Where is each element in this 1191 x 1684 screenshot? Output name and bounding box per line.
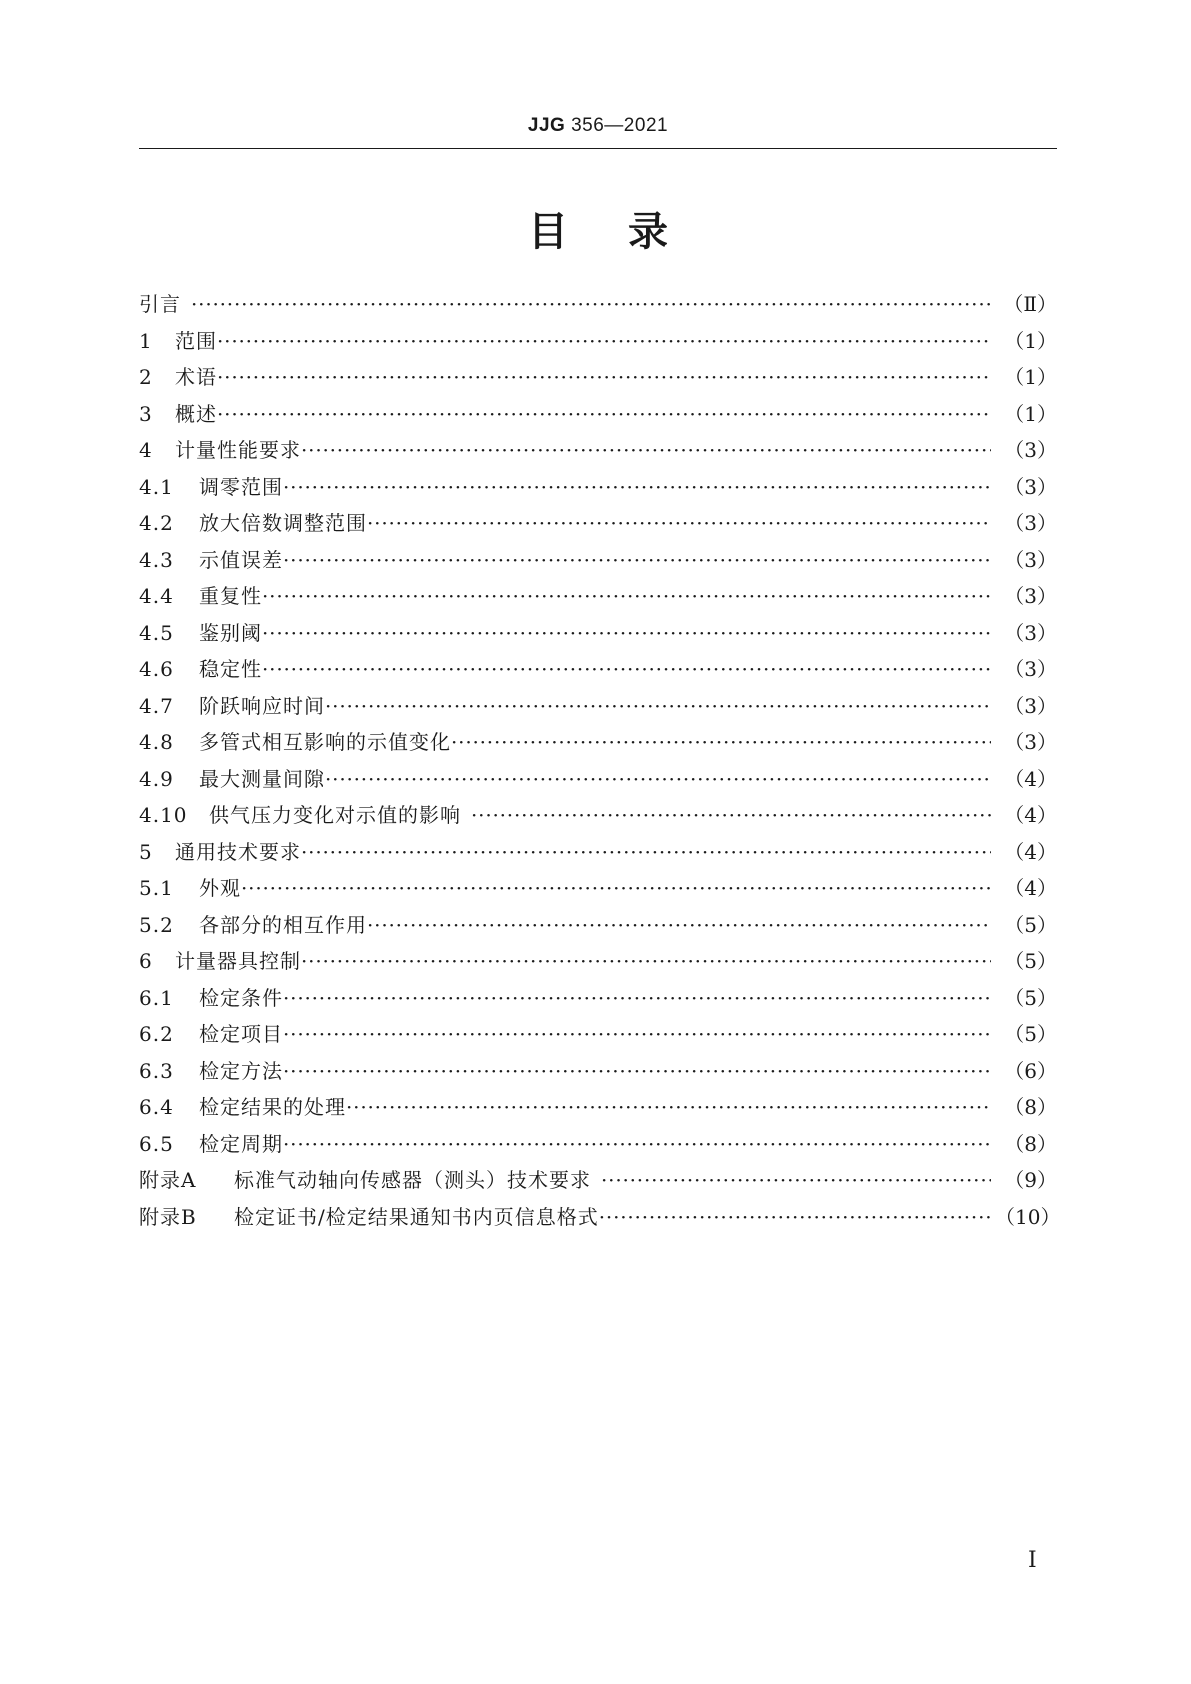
toc-entry-number: 4.3 [139, 547, 174, 572]
toc-entry-page: （3） [1004, 657, 1057, 681]
toc-entry[interactable] [139, 763, 1057, 800]
toc-entry-number: 4.10 [139, 803, 188, 827]
toc-entry-page: （5） [1004, 985, 1057, 1010]
toc-entry-title: 稳定性 [199, 657, 262, 681]
toc-entry[interactable] [139, 726, 1057, 763]
toc-entry-page: （9） [1004, 1168, 1057, 1192]
toc-entry-page: （10） [995, 1204, 1061, 1229]
toc-entry-number: 6.3 [139, 1058, 174, 1083]
toc-entry-page: （3） [1004, 511, 1057, 535]
toc-entry[interactable] [139, 690, 1057, 727]
toc-dot-leader [191, 292, 991, 316]
toc-entry-number: 附录A [139, 1168, 197, 1192]
toc-entry-number: 4.8 [139, 730, 174, 754]
toc-entry-title: 检定证书/检定结果通知书内页信息格式 [234, 1204, 599, 1229]
toc-entry[interactable] [139, 799, 1057, 836]
toc-entry-page: （6） [1004, 1058, 1057, 1083]
toc-entry-number: 4.2 [139, 511, 174, 535]
toc-entry[interactable] [139, 1201, 1061, 1238]
toc-entry-title: 放大倍数调整范围 [199, 511, 367, 535]
toc-entry-title: 调零范围 [199, 474, 283, 499]
toc-dot-leader [217, 402, 991, 426]
toc-entry-number: 6 [139, 949, 153, 973]
toc-dot-leader [283, 475, 991, 499]
toc-entry-page: （4） [1004, 766, 1057, 791]
toc-entry-title: 阶跃响应时间 [199, 693, 325, 718]
toc-entry-title: 重复性 [199, 584, 262, 608]
toc-entry[interactable] [139, 982, 1057, 1019]
toc-entry-title: 计量性能要求 [175, 438, 301, 462]
toc-title: 目录 [528, 209, 728, 255]
toc-entry-number: 2 [139, 365, 153, 389]
toc-entry-page: （1） [1004, 328, 1057, 353]
toc-entry-page: （1） [1004, 401, 1057, 426]
toc-dot-leader [599, 1205, 991, 1229]
toc-entry-title: 计量器具控制 [175, 949, 301, 973]
toc-entry[interactable] [139, 872, 1057, 909]
toc-entry-title: 外观 [199, 876, 241, 900]
toc-dot-leader [325, 767, 991, 791]
toc-entry[interactable] [139, 653, 1057, 690]
toc-dot-leader [601, 1168, 991, 1192]
toc-dot-leader [217, 329, 991, 353]
toc-dot-leader [301, 438, 991, 462]
toc-entry[interactable] [139, 909, 1057, 946]
standard-code-prefix: JJG [527, 115, 566, 136]
toc-entry-page: （4） [1004, 803, 1057, 827]
toc-entry-number: 6.5 [139, 1131, 174, 1156]
toc-dot-leader [301, 949, 991, 973]
toc-entry-number: 附录B [139, 1204, 197, 1229]
toc-entry-title: 标准气动轴向传感器（测头）技术要求 [234, 1168, 591, 1192]
toc-entry[interactable] [139, 1128, 1057, 1165]
toc-entry-page: （3） [1004, 547, 1057, 572]
toc-entry-title: 通用技术要求 [175, 839, 301, 864]
toc-entry-number: 4.1 [139, 474, 174, 499]
toc-entry-number: 3 [139, 401, 153, 426]
toc-entry-number: 4 [139, 438, 153, 462]
toc-entry-title: 检定条件 [199, 985, 283, 1010]
toc-entry-title: 范围 [175, 328, 217, 353]
toc-entry-page: （8） [1004, 1095, 1057, 1119]
toc-entry-number: 5.1 [139, 876, 174, 900]
toc-entry-number: 4.9 [139, 766, 174, 791]
toc-entry-title: 检定周期 [199, 1131, 283, 1156]
toc-entry-page: （3） [1004, 730, 1057, 754]
toc-entry-title: 概述 [175, 401, 217, 426]
toc-entry-title: 示值误差 [199, 547, 283, 572]
toc-entry-number: 5.2 [139, 912, 174, 937]
toc-dot-leader [471, 803, 991, 827]
toc-entry-page: （Ⅱ） [1003, 292, 1057, 316]
toc-dot-leader [262, 621, 991, 645]
toc-entry-number: 6.4 [139, 1095, 174, 1119]
toc-entry-page: （8） [1004, 1131, 1057, 1156]
toc-dot-leader [283, 548, 991, 572]
toc-entry-page: （4） [1004, 876, 1057, 900]
toc-entry-page: （4） [1004, 839, 1057, 864]
toc-entry-number: 5 [139, 839, 153, 864]
toc-entry-number: 6.1 [139, 985, 174, 1010]
toc-entry-number: 4.6 [139, 657, 174, 681]
toc-dot-leader [367, 913, 991, 937]
toc-entry-title: 鉴别阈 [199, 620, 262, 645]
toc-entry[interactable] [139, 544, 1057, 581]
toc-dot-leader [262, 657, 991, 681]
toc-entry-title: 术语 [175, 365, 217, 389]
toc-entry-title: 检定结果的处理 [199, 1095, 346, 1119]
toc-entry[interactable] [139, 288, 1057, 325]
toc-entry-title: 供气压力变化对示值的影响 [209, 803, 461, 827]
header-divider [139, 148, 1057, 149]
toc-entry-page: （3） [1004, 620, 1057, 645]
toc-dot-leader [241, 876, 991, 900]
toc-dot-leader [367, 511, 991, 535]
toc-entry[interactable] [139, 580, 1057, 617]
toc-entry[interactable] [139, 1164, 1057, 1201]
page-number: Ⅰ [1028, 1548, 1037, 1573]
toc-entry[interactable] [139, 1055, 1057, 1092]
table-of-contents [139, 288, 1061, 1237]
toc-entry[interactable] [139, 836, 1057, 873]
toc-entry-page: （3） [1004, 474, 1057, 499]
toc-entry-page: （5） [1004, 1022, 1057, 1046]
toc-entry-page: （5） [1004, 949, 1057, 973]
toc-dot-leader [283, 1022, 991, 1046]
toc-entry-page: （1） [1004, 365, 1057, 389]
toc-entry[interactable] [139, 945, 1057, 982]
toc-entry-page: （5） [1004, 912, 1057, 937]
toc-entry[interactable] [139, 398, 1057, 435]
document-header [139, 115, 1057, 137]
toc-entry-title: 各部分的相互作用 [199, 912, 367, 937]
toc-entry-page: （3） [1004, 438, 1057, 462]
toc-entry[interactable] [139, 617, 1057, 654]
toc-entry-page: （3） [1004, 584, 1057, 608]
toc-entry-page: （3） [1004, 693, 1057, 718]
toc-entry[interactable] [139, 1091, 1057, 1128]
toc-entry-title: 最大测量间隙 [199, 766, 325, 791]
toc-dot-leader [262, 584, 991, 608]
toc-entry[interactable] [139, 1018, 1057, 1055]
toc-entry[interactable] [139, 434, 1057, 471]
toc-entry-title: 引言 [139, 292, 181, 316]
toc-dot-leader [346, 1095, 991, 1119]
toc-entry-number: 4.7 [139, 693, 174, 718]
toc-entry-number: 6.2 [139, 1022, 174, 1046]
toc-dot-leader [283, 1059, 991, 1083]
toc-entry-title: 多管式相互影响的示值变化 [199, 730, 451, 754]
toc-entry[interactable] [139, 361, 1057, 398]
toc-dot-leader [325, 694, 991, 718]
toc-dot-leader [283, 1132, 991, 1156]
toc-entry-number: 4.4 [139, 584, 174, 608]
toc-entry-title: 检定项目 [199, 1022, 283, 1046]
toc-entry[interactable] [139, 507, 1057, 544]
toc-dot-leader [217, 365, 991, 389]
toc-entry-number: 4.5 [139, 620, 174, 645]
toc-entry[interactable] [139, 471, 1057, 508]
standard-code-number: 356—2021 [565, 115, 669, 136]
toc-dot-leader [451, 730, 991, 754]
toc-entry-title: 检定方法 [199, 1058, 283, 1083]
toc-dot-leader [283, 986, 991, 1010]
toc-entry-number: 1 [139, 328, 153, 353]
toc-entry[interactable] [139, 325, 1057, 362]
toc-dot-leader [301, 840, 991, 864]
